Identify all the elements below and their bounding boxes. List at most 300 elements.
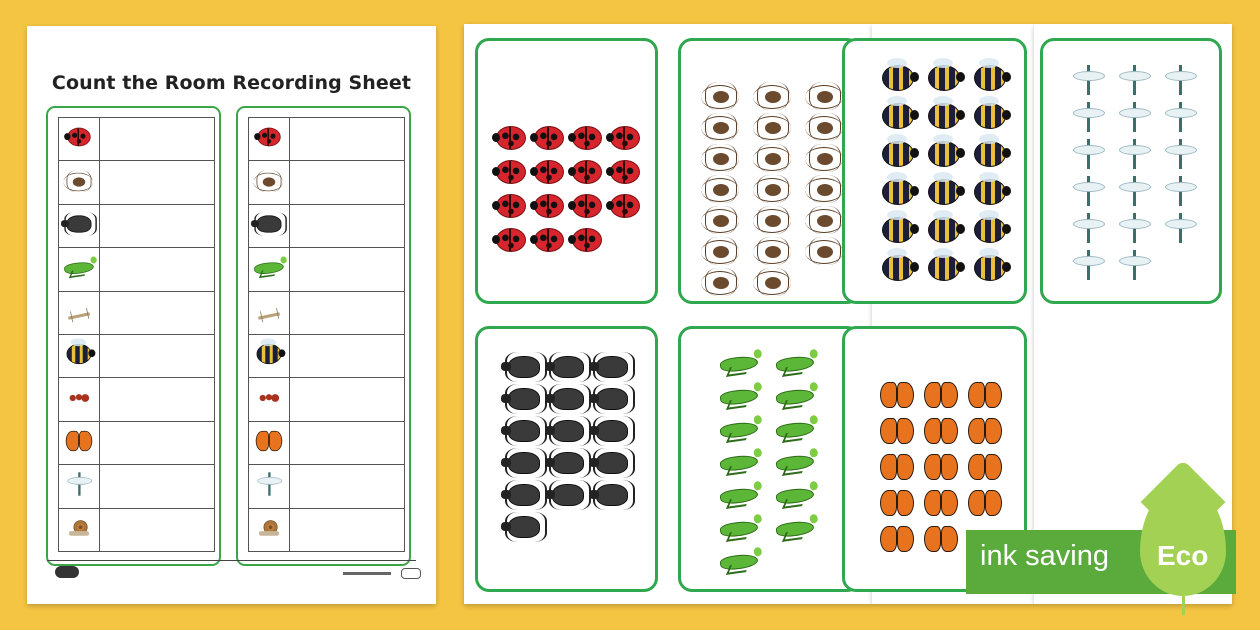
butterfly-item: [875, 413, 919, 449]
dragonfly-item: [1111, 61, 1157, 98]
beetle-icon: [508, 388, 540, 410]
counting-cards-sheet: [464, 24, 872, 604]
recording-row: [249, 508, 405, 551]
spider-item: [695, 174, 747, 205]
bumblebee-icon: [974, 179, 1006, 205]
dragonfly-icon: [1117, 174, 1151, 208]
spider-item: [747, 81, 799, 112]
bumblebee-icon: [882, 255, 914, 281]
recording-row: [249, 378, 405, 421]
row-icon-cell: [249, 291, 290, 334]
ladybird-icon: [610, 194, 640, 218]
grasshopper-item: [711, 545, 767, 578]
grasshopper-icon: [719, 519, 759, 538]
count-answer-box[interactable]: [290, 204, 405, 247]
twinkl-logo-icon: [55, 566, 79, 578]
dragonfly-item: [1157, 61, 1203, 98]
spider-item: [747, 267, 799, 298]
bumblebee-item: [921, 211, 967, 249]
count-answer-box[interactable]: [290, 161, 405, 204]
bumblebee-item: [921, 135, 967, 173]
ladybird-item: [568, 121, 606, 155]
dragonfly-item: [1065, 61, 1111, 98]
bumblebee-icon: [882, 141, 914, 167]
recording-row: [249, 465, 405, 508]
count-answer-box[interactable]: [100, 118, 215, 161]
recording-row: [59, 334, 215, 377]
count-answer-box[interactable]: [100, 204, 215, 247]
count-answer-box[interactable]: [290, 465, 405, 508]
dragonfly-item: [1111, 172, 1157, 209]
butterfly-icon: [880, 490, 914, 516]
count-answer-box[interactable]: [100, 508, 215, 551]
card-bumblebee: [842, 38, 1027, 304]
bumblebee-item: [921, 173, 967, 211]
grasshopper-item: [767, 347, 823, 380]
count-answer-box[interactable]: [290, 334, 405, 377]
beetle-icon: [596, 484, 628, 506]
grasshopper-icon: [719, 486, 759, 505]
beetle-icon: [552, 356, 584, 378]
bumblebee-item: [875, 59, 921, 97]
count-answer-box[interactable]: [100, 465, 215, 508]
row-icon-cell: [249, 248, 290, 291]
butterfly-item: [919, 413, 963, 449]
butterfly-item: [963, 413, 1007, 449]
card-beetle: [475, 326, 658, 592]
bumblebee-icon: [974, 65, 1006, 91]
grasshopper-icon: [775, 354, 815, 373]
row-icon-cell: [249, 161, 290, 204]
spider-item: [695, 143, 747, 174]
beetle-item: [546, 479, 590, 511]
butterfly-item: [875, 377, 919, 413]
dragonfly-item: [1065, 209, 1111, 246]
count-answer-box[interactable]: [100, 248, 215, 291]
ladybird-icon: [496, 194, 526, 218]
butterfly-icon: [968, 382, 1002, 408]
bumblebee-item: [967, 249, 1013, 287]
beetle-icon: [508, 356, 540, 378]
footer-badge-icon: [401, 568, 421, 579]
butterfly-item: [919, 377, 963, 413]
bumblebee-icon: [67, 344, 92, 364]
butterfly-icon: [968, 454, 1002, 480]
recording-row: [59, 421, 215, 464]
spider-icon: [713, 246, 729, 258]
grasshopper-item: [767, 413, 823, 446]
row-icon-cell: [59, 204, 100, 247]
dragonfly-item: [1157, 135, 1203, 172]
leaf-stem: [1182, 575, 1185, 615]
grasshopper-grid: [711, 347, 823, 578]
dragonfly-item: [1065, 172, 1111, 209]
card-spider: [678, 38, 861, 304]
spider-icon: [73, 177, 85, 186]
butterfly-item: [919, 485, 963, 521]
beetle-item: [546, 383, 590, 415]
spider-icon: [765, 122, 781, 134]
spider-icon: [713, 91, 729, 103]
bumblebee-item: [921, 59, 967, 97]
spider-item: [747, 174, 799, 205]
ladybird-icon: [67, 128, 90, 147]
bumblebee-item: [921, 97, 967, 135]
butterfly-icon: [924, 526, 958, 552]
ladybird-item: [492, 189, 530, 223]
spider-icon: [263, 177, 275, 186]
count-answer-box[interactable]: [290, 248, 405, 291]
grasshopper-icon: [775, 486, 815, 505]
ladybird-icon: [496, 160, 526, 184]
beetle-item: [502, 351, 546, 383]
spider-item: [695, 112, 747, 143]
recording-row: [59, 204, 215, 247]
dragonfly-icon: [1117, 211, 1151, 245]
butterfly-icon: [880, 526, 914, 552]
card-ladybird: [475, 38, 658, 304]
butterfly-icon: [924, 382, 958, 408]
butterfly-icon: [924, 454, 958, 480]
beetle-item: [502, 447, 546, 479]
spider-icon: [817, 184, 833, 196]
beetle-item: [502, 479, 546, 511]
beetle-item: [590, 415, 634, 447]
dragonfly-item: [1111, 209, 1157, 246]
bumblebee-item: [967, 173, 1013, 211]
beetle-icon: [596, 420, 628, 442]
recording-row: [59, 161, 215, 204]
dragonfly-icon: [256, 471, 283, 498]
ladybird-item: [530, 121, 568, 155]
beetle-icon: [257, 215, 282, 232]
counting-cards-sheet-2: [872, 24, 1034, 604]
row-icon-cell: [59, 421, 100, 464]
ladybird-item: [492, 121, 530, 155]
bumblebee-item: [967, 59, 1013, 97]
recording-row: [249, 204, 405, 247]
dragonfly-icon: [1117, 63, 1151, 97]
count-answer-box[interactable]: [100, 334, 215, 377]
ladybird-icon: [257, 128, 280, 147]
spider-item: [695, 236, 747, 267]
bumblebee-item: [875, 249, 921, 287]
recording-row: [249, 291, 405, 334]
beetle-item: [590, 351, 634, 383]
ladybird-icon: [572, 228, 602, 252]
beetle-icon: [596, 388, 628, 410]
dragonfly-icon: [1071, 248, 1105, 282]
count-answer-box[interactable]: [290, 421, 405, 464]
bumblebee-item: [875, 97, 921, 135]
grasshopper-icon: [719, 453, 759, 472]
grasshopper-item: [767, 512, 823, 545]
bumblebee-icon: [974, 141, 1006, 167]
footer-rule: [47, 560, 416, 561]
grasshopper-icon: [64, 260, 95, 275]
butterfly-item: [963, 377, 1007, 413]
dragonfly-icon: [1163, 63, 1197, 97]
count-answer-box[interactable]: [100, 291, 215, 334]
row-icon-cell: [59, 334, 100, 377]
spider-icon: [817, 153, 833, 165]
ladybird-item: [530, 223, 568, 257]
recording-row: [59, 508, 215, 551]
spider-item: [695, 267, 747, 298]
dragonfly-item: [1065, 98, 1111, 135]
dragonfly-icon: [1163, 137, 1197, 171]
butterfly-item: [875, 521, 919, 557]
ladybird-icon: [572, 194, 602, 218]
recording-row: [249, 118, 405, 161]
footer-url-mark: [343, 572, 391, 575]
row-icon-cell: [59, 248, 100, 291]
recording-row: [59, 118, 215, 161]
spider-icon: [765, 246, 781, 258]
row-icon-cell: [249, 508, 290, 551]
bumblebee-icon: [928, 103, 960, 129]
recording-table-right: [248, 117, 405, 552]
spider-item: [747, 236, 799, 267]
card-dragonfly: [1040, 38, 1222, 304]
bumblebee-icon: [882, 179, 914, 205]
ladybird-item: [492, 155, 530, 189]
ladybird-icon: [534, 126, 564, 150]
beetle-icon: [552, 388, 584, 410]
grasshopper-item: [711, 446, 767, 479]
bumblebee-icon: [882, 103, 914, 129]
dragonfly-item: [1111, 98, 1157, 135]
beetle-item: [590, 383, 634, 415]
spider-icon: [817, 91, 833, 103]
beetle-icon: [552, 452, 584, 474]
spider-icon: [817, 122, 833, 134]
grasshopper-icon: [719, 387, 759, 406]
spider-icon: [713, 215, 729, 227]
recording-row: [59, 248, 215, 291]
spider-item: [695, 205, 747, 236]
grasshopper-item: [767, 446, 823, 479]
ladybird-grid: [492, 121, 644, 257]
dragonfly-item: [1111, 246, 1157, 283]
butterfly-icon: [968, 418, 1002, 444]
bumblebee-item: [921, 249, 967, 287]
spider-icon: [765, 277, 781, 289]
ladybird-item: [606, 121, 644, 155]
row-icon-cell: [59, 161, 100, 204]
row-icon-cell: [249, 378, 290, 421]
row-icon-cell: [249, 465, 290, 508]
butterfly-icon: [924, 490, 958, 516]
row-icon-cell: [59, 508, 100, 551]
spider-icon: [713, 277, 729, 289]
grasshopper-icon: [775, 519, 815, 538]
beetle-icon: [596, 356, 628, 378]
dragonfly-icon: [1071, 174, 1105, 208]
bumblebee-icon: [257, 344, 282, 364]
recording-row: [249, 161, 405, 204]
ladybird-icon: [572, 126, 602, 150]
bumblebee-icon: [928, 217, 960, 243]
bumblebee-icon: [928, 141, 960, 167]
ladybird-item: [492, 223, 530, 257]
bumblebee-item: [967, 97, 1013, 135]
stick-insect-icon: [258, 312, 280, 320]
row-icon-cell: [249, 334, 290, 377]
spider-icon: [765, 91, 781, 103]
beetle-grid: [502, 351, 634, 543]
ant-icon: [260, 393, 279, 404]
count-answer-box[interactable]: [100, 421, 215, 464]
spider-icon: [817, 246, 833, 258]
butterfly-icon: [880, 382, 914, 408]
row-icon-cell: [59, 378, 100, 421]
grasshopper-item: [711, 413, 767, 446]
count-answer-box[interactable]: [290, 291, 405, 334]
beetle-item: [502, 383, 546, 415]
recording-row: [59, 465, 215, 508]
dragonfly-item: [1065, 246, 1111, 283]
beetle-icon: [508, 452, 540, 474]
butterfly-icon: [924, 418, 958, 444]
dragonfly-icon: [1163, 174, 1197, 208]
grasshopper-item: [711, 479, 767, 512]
beetle-icon: [67, 215, 92, 232]
ladybird-icon: [534, 228, 564, 252]
dragonfly-icon: [1117, 137, 1151, 171]
count-answer-box[interactable]: [290, 508, 405, 551]
dragonfly-icon: [1163, 211, 1197, 245]
spider-icon: [765, 215, 781, 227]
spider-icon: [713, 184, 729, 196]
spider-icon: [713, 122, 729, 134]
bumblebee-icon: [974, 217, 1006, 243]
spider-icon: [765, 153, 781, 165]
recording-column-left: [46, 106, 221, 566]
eco-label: Eco: [1157, 540, 1209, 571]
ladybird-item: [530, 189, 568, 223]
beetle-item: [502, 511, 546, 543]
butterfly-item: [875, 449, 919, 485]
ladybird-item: [606, 189, 644, 223]
row-icon-cell: [249, 421, 290, 464]
recording-row: [249, 334, 405, 377]
recording-table-left: [58, 117, 215, 552]
stick-insect-icon: [68, 312, 90, 320]
count-answer-box[interactable]: [100, 161, 215, 204]
beetle-icon: [552, 420, 584, 442]
dragonfly-icon: [1163, 100, 1197, 134]
ladybird-item: [606, 155, 644, 189]
beetle-icon: [508, 420, 540, 442]
dragonfly-icon: [1071, 63, 1105, 97]
ladybird-item: [568, 223, 606, 257]
beetle-icon: [508, 516, 540, 538]
beetle-item: [590, 479, 634, 511]
row-icon-cell: [59, 291, 100, 334]
beetle-icon: [552, 484, 584, 506]
spider-item: [747, 112, 799, 143]
ladybird-icon: [496, 126, 526, 150]
row-icon-cell: [249, 204, 290, 247]
snail-icon: [259, 520, 279, 536]
bumblebee-icon: [928, 179, 960, 205]
grasshopper-icon: [719, 552, 759, 571]
snail-icon: [69, 520, 89, 536]
dragonfly-icon: [1117, 248, 1151, 282]
bumblebee-grid: [875, 59, 1013, 287]
row-icon-cell: [249, 118, 290, 161]
count-answer-box[interactable]: [100, 378, 215, 421]
bumblebee-item: [875, 211, 921, 249]
count-answer-box[interactable]: [290, 118, 405, 161]
grasshopper-item: [711, 512, 767, 545]
recording-row: [249, 248, 405, 291]
butterfly-icon: [880, 454, 914, 480]
butterfly-item: [875, 485, 919, 521]
dragonfly-icon: [1071, 211, 1105, 245]
ladybird-item: [568, 189, 606, 223]
dragonfly-item: [1157, 209, 1203, 246]
grasshopper-icon: [775, 387, 815, 406]
spider-grid: [695, 81, 851, 298]
ladybird-icon: [572, 160, 602, 184]
recording-row: [249, 421, 405, 464]
bumblebee-icon: [882, 65, 914, 91]
bumblebee-icon: [974, 255, 1006, 281]
dragonfly-item: [1111, 135, 1157, 172]
dragonfly-item: [1157, 172, 1203, 209]
butterfly-item: [963, 449, 1007, 485]
grasshopper-icon: [719, 354, 759, 373]
spider-icon: [817, 215, 833, 227]
recording-row: [59, 291, 215, 334]
ladybird-item: [568, 155, 606, 189]
count-answer-box[interactable]: [290, 378, 405, 421]
dragonfly-item: [1157, 98, 1203, 135]
ladybird-icon: [534, 194, 564, 218]
bumblebee-item: [875, 135, 921, 173]
grasshopper-icon: [775, 453, 815, 472]
butterfly-item: [919, 521, 963, 557]
ladybird-icon: [496, 228, 526, 252]
row-icon-cell: [59, 118, 100, 161]
spider-icon: [713, 153, 729, 165]
spider-item: [747, 205, 799, 236]
butterfly-item: [963, 485, 1007, 521]
beetle-item: [546, 415, 590, 447]
butterfly-icon: [66, 431, 93, 451]
ladybird-icon: [610, 160, 640, 184]
bumblebee-icon: [974, 103, 1006, 129]
butterfly-item: [919, 449, 963, 485]
dragonfly-icon: [1117, 100, 1151, 134]
beetle-icon: [596, 452, 628, 474]
beetle-item: [546, 447, 590, 479]
grasshopper-icon: [775, 420, 815, 439]
beetle-item: [502, 415, 546, 447]
bumblebee-icon: [882, 217, 914, 243]
dragonfly-grid: [1065, 61, 1203, 283]
spider-item: [747, 143, 799, 174]
grasshopper-icon: [254, 260, 285, 275]
row-icon-cell: [59, 465, 100, 508]
card-grasshopper: [678, 326, 861, 592]
recording-sheet: [27, 26, 436, 604]
grasshopper-icon: [719, 420, 759, 439]
bumblebee-icon: [928, 65, 960, 91]
sheet-title: Count the Room Recording Sheet: [51, 72, 412, 94]
